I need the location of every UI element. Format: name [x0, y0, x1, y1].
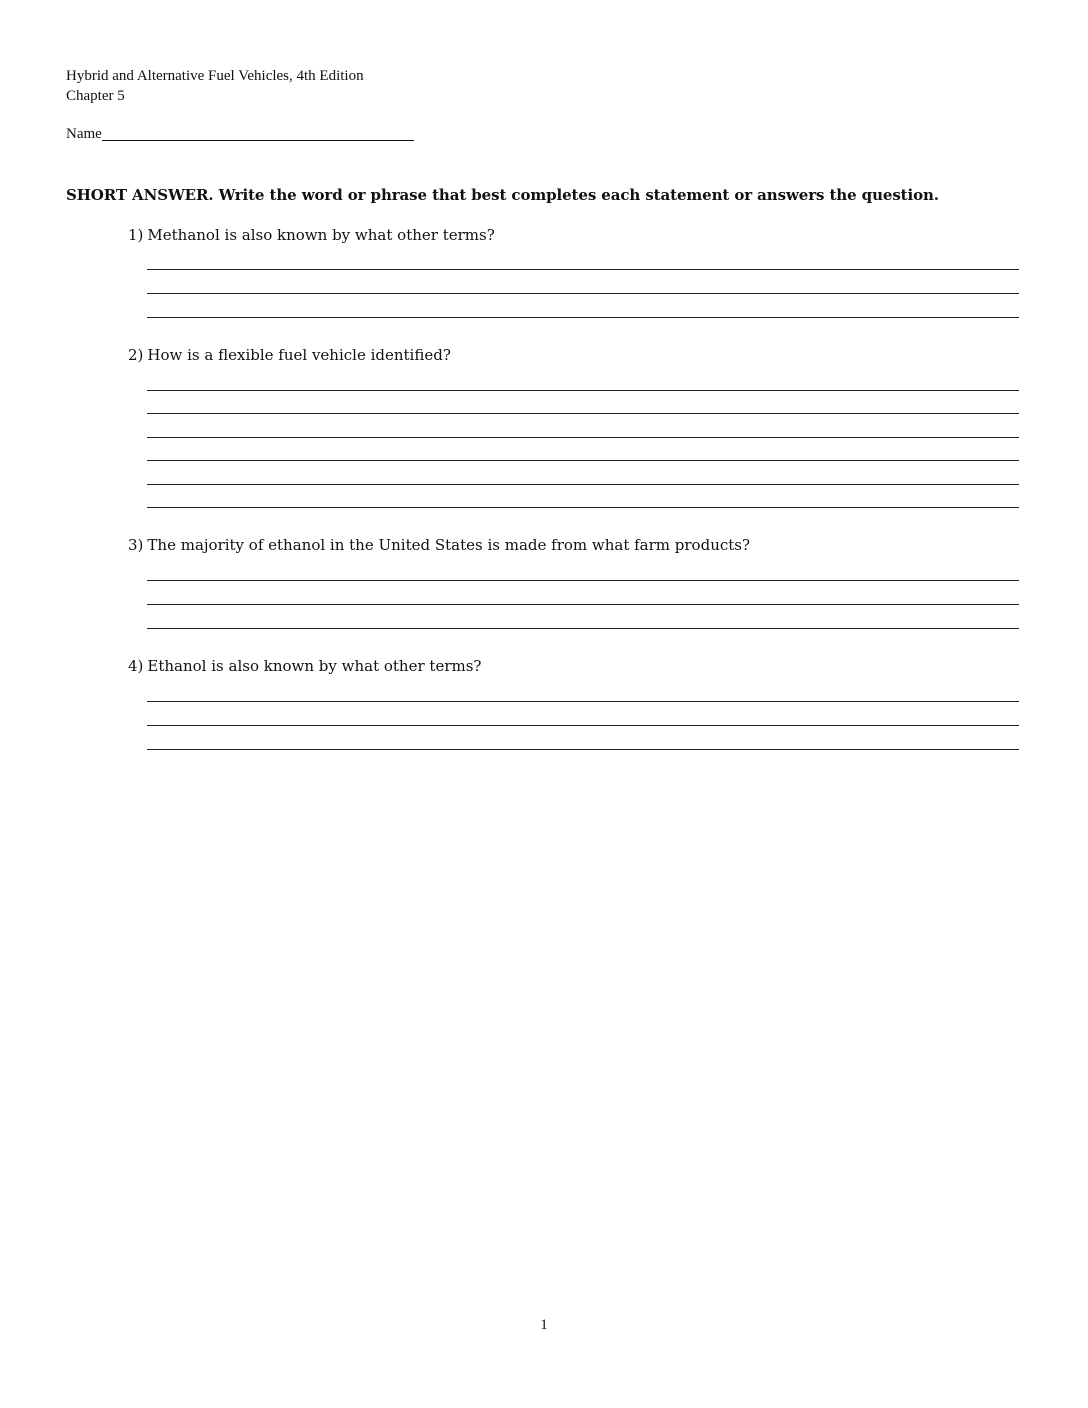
page-number: 1	[540, 1317, 548, 1333]
question-text: The majority of ethanol in the United States is made from what farm products?	[147, 536, 751, 554]
answer-line[interactable]	[147, 604, 1019, 605]
answer-line[interactable]	[147, 725, 1019, 726]
question-number: 3)	[128, 536, 144, 554]
answer-line[interactable]	[147, 628, 1019, 629]
question-text: How is a flexible fuel vehicle identified?	[147, 346, 451, 364]
answer-line[interactable]	[147, 460, 1019, 461]
question-number: 1)	[128, 226, 144, 244]
question-text: Ethanol is also known by what other terms?	[147, 657, 482, 675]
name-field	[66, 125, 414, 143]
question-4	[128, 656, 481, 676]
answer-line[interactable]	[147, 317, 1019, 318]
question-text: Methanol is also known by what other terms?	[147, 226, 495, 244]
answer-line[interactable]	[147, 413, 1019, 414]
answer-line[interactable]	[147, 701, 1019, 702]
answer-line[interactable]	[147, 749, 1019, 750]
document-title: Hybrid and Alternative Fuel Vehicles, 4th Edition	[66, 68, 364, 84]
question-number: 4)	[128, 657, 144, 675]
answer-line[interactable]	[147, 269, 1019, 270]
chapter-label: Chapter 5	[66, 88, 125, 104]
answer-line[interactable]	[147, 580, 1019, 581]
question-3	[128, 535, 750, 555]
question-2	[128, 345, 451, 365]
question-1	[128, 225, 495, 245]
answer-line[interactable]	[147, 484, 1019, 485]
name-blank-line[interactable]	[102, 140, 414, 141]
name-label: Name	[66, 126, 102, 142]
question-number: 2)	[128, 346, 144, 364]
answer-line[interactable]	[147, 293, 1019, 294]
answer-line[interactable]	[147, 507, 1019, 508]
section-instructions: SHORT ANSWER. Write the word or phrase that best completes each statement or answers the question.	[66, 186, 939, 204]
answer-line[interactable]	[147, 390, 1019, 391]
answer-line[interactable]	[147, 437, 1019, 438]
